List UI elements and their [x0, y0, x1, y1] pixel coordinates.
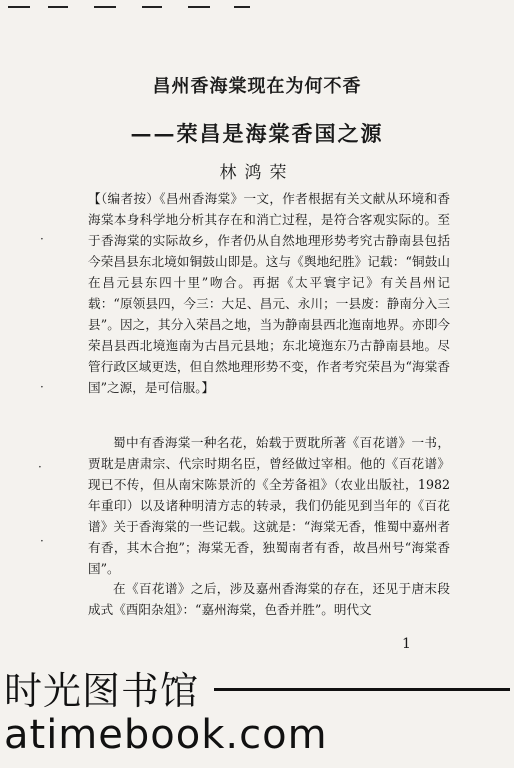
- scan-edge-mark: [188, 6, 210, 8]
- margin-speck: ·: [40, 380, 44, 394]
- editor-note: 【（编者按）《昌州香海棠》一文，作者根据有关文献从环境和香海棠本身科学地分析其存在和消亡过程，是符合客观实际的。至于香海棠的实际故乡，作者仍从自然地理形势考究古静南县包括今荣昌县东北境如铜鼓山即是。这与《舆地纪胜》记载：“铜鼓山在昌元县东四十里”吻合。再据《太平寰宇记》有关昌州记载：“原领县四，今三：大足、昌元、永川；一县废：静南分入三县”。因之，其分入荣昌之地，当为静南县西北迤南地界。亦即今荣昌县西北境迤南为古昌元县地；东北境迤东乃古静南县地。尽管行政区域更迭，但自然地理形势不变，作者考究荣昌为“海棠香国”之源，是可信服。】: [88, 191, 450, 395]
- watermark-site-name: 时光图书馆: [4, 669, 200, 713]
- article-title: 昌州香海棠现在为何不香: [152, 76, 362, 97]
- scan-edge-mark: [94, 6, 116, 8]
- margin-speck: ·: [40, 534, 44, 548]
- article-author: 林鸿荣: [219, 163, 295, 183]
- body-paragraph: 蜀中有香海棠一种名花，始载于贾耽所著《百花谱》一书，贾耽是唐肃宗、代宗时期名臣，曾经做过宰相。他的《百花谱》现已不传，但从南宋陈景沂的《全芳备祖》（农业出版社，1982年重印）以及诸种明清方志的转录，我们仍能见到当年的《百花谱》关于香海棠的一些记载。这就是：“海棠无香，惟蜀中嘉州者有香，其木合抱”；海棠无香，独蜀南者有香，故昌州号“海棠香国”。: [88, 435, 450, 576]
- scan-edge-mark: [48, 6, 68, 8]
- margin-speck: ·: [38, 460, 42, 474]
- watermark-url: atimebook.com: [4, 712, 328, 758]
- scan-edge-mark: [142, 6, 162, 8]
- scan-edge-mark: [8, 6, 30, 8]
- article-subtitle: ——荣昌是海棠香国之源: [130, 121, 384, 146]
- scan-edge-mark: [234, 6, 250, 8]
- body-paragraph: 在《百花谱》之后，涉及嘉州香海棠的存在，还见于唐末段成式《酉阳杂俎》：“嘉州海棠，色香并胜”。明代文: [88, 581, 450, 617]
- page-number: 1: [402, 636, 411, 652]
- margin-speck: ·: [40, 232, 44, 246]
- top-edge-marks: [0, 2, 514, 12]
- watermark-rule: [214, 688, 510, 691]
